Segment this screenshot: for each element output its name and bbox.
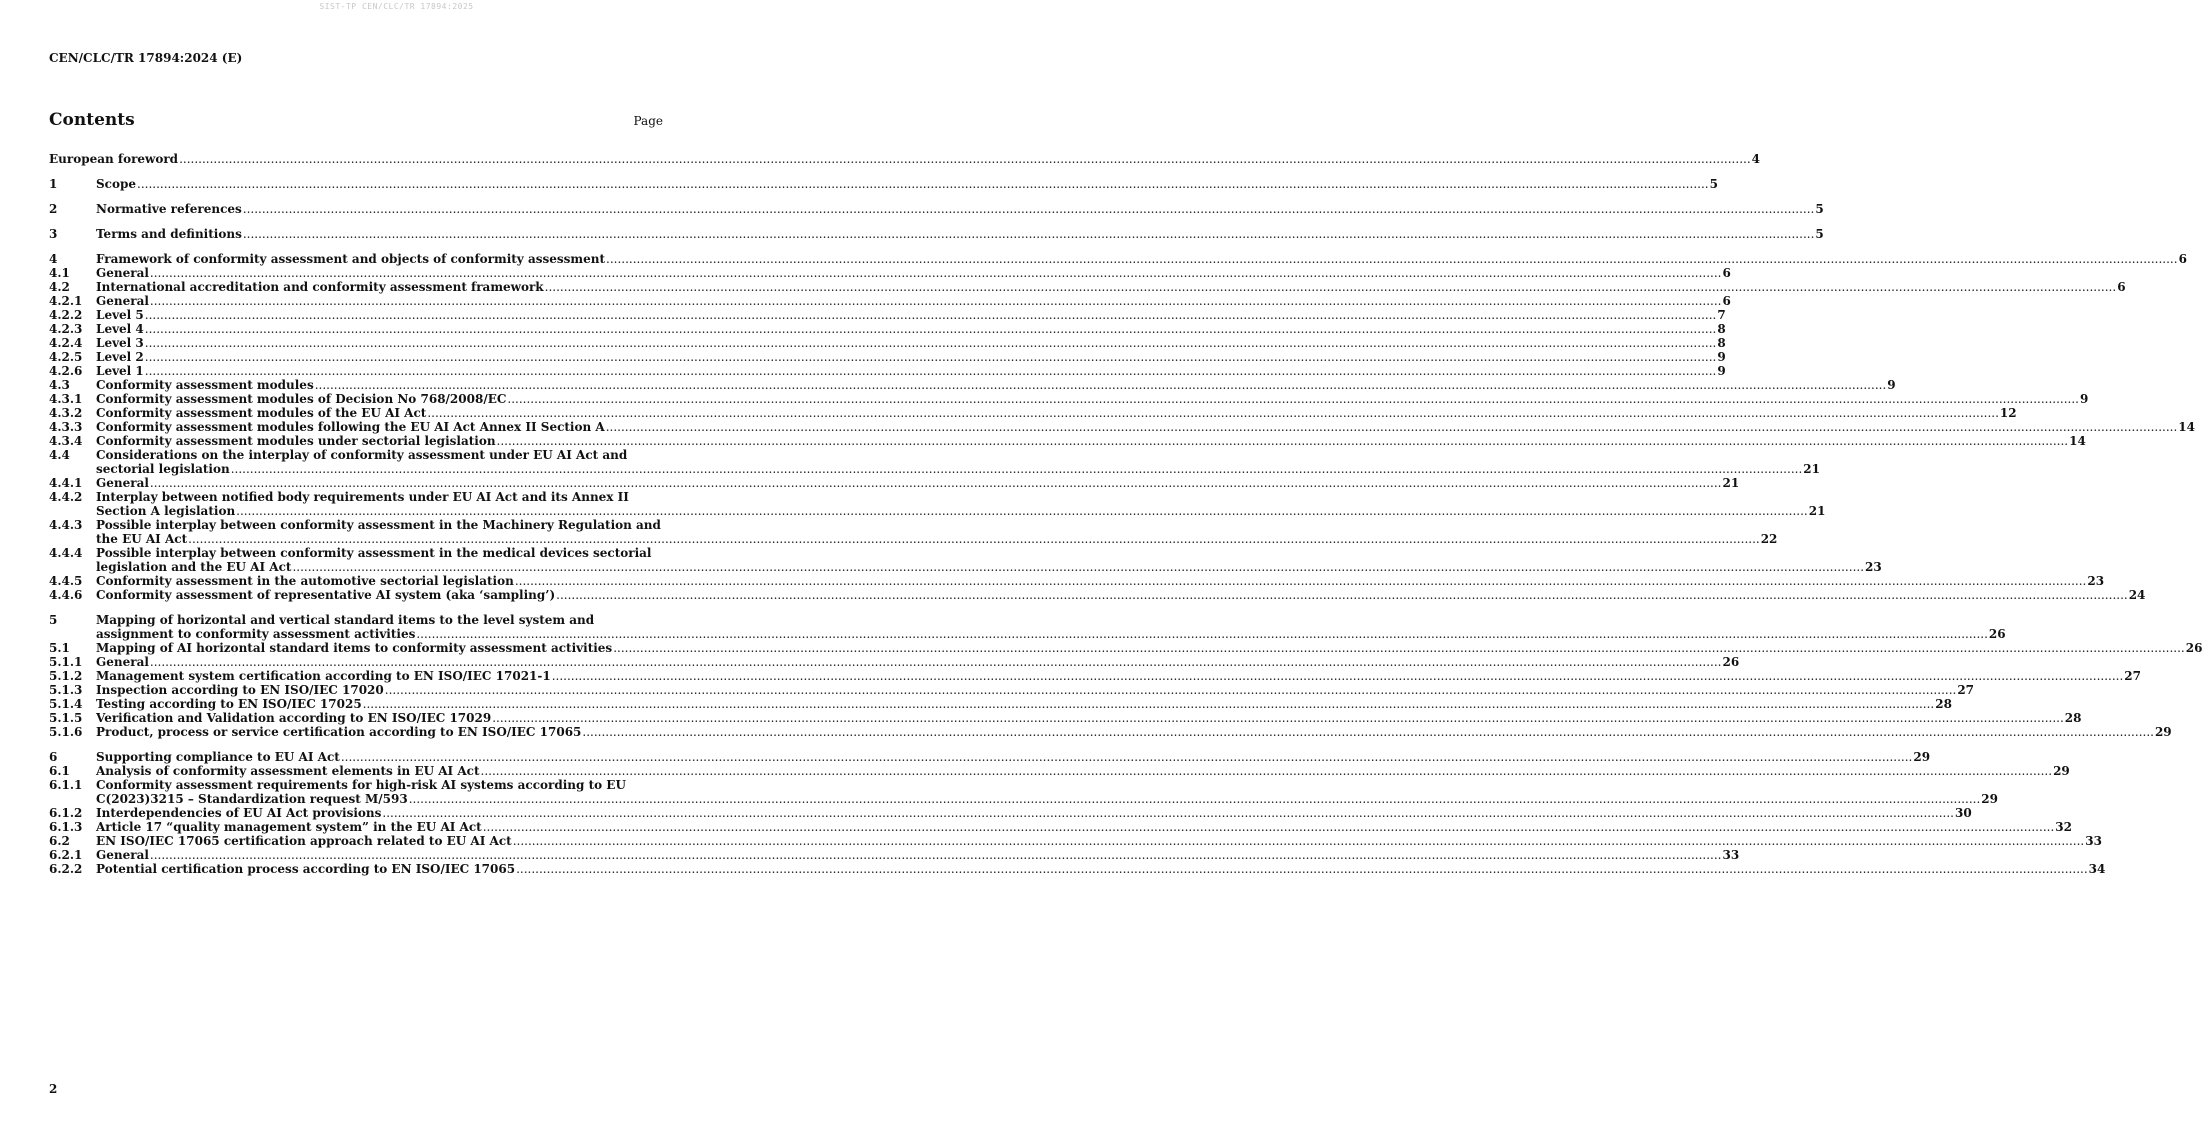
toc-entry-page: 8 [1717,336,1726,350]
toc-entry-body [96,294,1731,308]
toc-dot-leader [606,252,2178,266]
toc-entry-number: 5.1.3 [49,683,83,697]
toc-entry-number: 6.1.1 [49,778,83,792]
toc-entry-page: 23 [2087,574,2105,588]
page-column-label: Page [633,114,663,128]
toc-entry[interactable] [49,546,1882,574]
toc-entry-number: 5.1.6 [49,725,83,739]
toc-entry[interactable] [49,806,1972,820]
toc-entry-page: 9 [2079,392,2089,406]
toc-entry-number: 5.1.5 [49,711,83,725]
toc-dot-leader [481,764,2053,778]
toc-entry[interactable] [49,350,1726,364]
toc-entry-number: 4.2.6 [49,364,83,378]
toc-entry-title: Supporting compliance to EU AI Act [96,750,340,764]
toc-entry-number: 5.1.1 [49,655,83,669]
toc-entry-line [96,392,2088,406]
toc-entry-line [96,764,2070,778]
toc-entry-line [96,266,1731,280]
toc-dot-leader [385,683,1957,697]
toc-entry[interactable] [49,308,1726,322]
toc-entry-body [96,280,2126,294]
toc-entry-line [96,462,1820,476]
toc-entry-line [96,504,1825,518]
toc-entry[interactable] [49,750,1931,764]
toc-entry-body [96,202,1824,216]
toc-entry-number: 4.3 [49,378,70,392]
toc-dot-leader [315,378,1887,392]
toc-entry-line [96,308,1726,322]
toc-entry[interactable] [49,613,2006,641]
toc-dot-leader [483,820,2055,834]
toc-entry-title: Framework of conformity assessment and objects of conformity assessment [96,252,605,266]
toc-entry-body [96,392,2088,406]
toc-entry-body [96,350,1726,364]
toc-entry-page: 4 [1751,152,1760,166]
toc-entry-page: 5 [1815,227,1824,241]
toc-entry-body [96,669,2141,683]
toc-entry[interactable] [49,725,2172,739]
toc-entry-body [96,252,2187,266]
page-number: 2 [49,1082,58,1096]
toc-entry-line [96,406,2017,420]
toc-entry-line [96,227,1824,241]
toc-entry-body [96,448,1820,476]
toc-entry[interactable] [49,764,2070,778]
toc-entry[interactable] [49,778,1998,806]
toc-entry-title: Testing according to EN ISO/IEC 17025 [96,697,362,711]
toc-entry-page: 6 [1722,266,1731,280]
toc-entry-number: 4.3.3 [49,420,83,434]
toc-entry-body [96,725,2172,739]
toc-dot-leader [416,627,1988,641]
toc-dot-leader [236,504,1808,518]
toc-entry-title: Level 1 [96,364,144,378]
toc-entry[interactable] [49,202,1824,216]
toc-entry-line [96,862,2105,876]
toc-entry-title: Inspection according to EN ISO/IEC 17020 [96,683,384,697]
toc-entry-line [49,152,1760,166]
toc-entry-number: 4.4 [49,448,70,462]
toc-entry-title: General [96,655,149,669]
toc-dot-leader [409,792,1981,806]
toc-dot-leader [497,434,2069,448]
toc-dot-leader [515,574,2087,588]
toc-entry-number: 4.3.1 [49,392,83,406]
toc-dot-leader [292,560,1864,574]
toc-entry[interactable] [49,820,2072,834]
toc-entry-line [96,655,1739,669]
toc-entry-body [96,420,2195,434]
toc-entry-page: 7 [1717,308,1726,322]
toc-entry-line [96,322,1726,336]
toc-entry-page: 27 [1957,683,1975,697]
toc-dot-leader [137,177,1709,191]
toc-entry[interactable] [49,476,1740,490]
contents-heading: Contents [49,110,135,130]
toc-entry-line [96,434,2086,448]
toc-entry-number: 4.2 [49,280,70,294]
toc-entry-number: 6.2 [49,834,70,848]
toc-entry-page: 34 [2088,862,2106,876]
toc-entry-body [96,655,1739,669]
toc-entry-page: 26 [1722,655,1740,669]
toc-entry-page: 9 [1887,378,1896,392]
toc-entry-title: Level 4 [96,322,144,336]
toc-entry[interactable] [49,834,2102,848]
toc-entry[interactable] [49,862,2106,876]
toc-entry-number: 2 [49,202,58,216]
toc-entry-body [96,546,1882,574]
toc-entry-title: General [96,266,149,280]
toc-dot-leader [492,711,2064,725]
toc-entry-title: Analysis of conformity assessment elements in EU AI Act [96,764,480,778]
toc-entry-number: 4.3.4 [49,434,83,448]
toc-entry[interactable] [49,518,1778,546]
toc-entry-body [96,750,1930,764]
toc-entry-title: Level 5 [96,308,144,322]
toc-entry-line [96,177,1718,191]
toc-entry-body [96,574,2104,588]
toc-entry-number: 4.4.1 [49,476,83,490]
toc-entry-page: 5 [1709,177,1718,191]
toc-entry-number: 5.1 [49,641,70,655]
toc-entry-title: Scope [96,177,137,191]
toc-entry-number: 4 [49,252,58,266]
toc-entry[interactable] [49,697,1952,711]
toc-entry-page: 21 [1803,462,1820,476]
toc-entry-line [96,627,2006,641]
toc-entry-line [96,336,1726,350]
toc-entry-page: 29 [2053,764,2070,778]
toc-dot-leader [145,364,1717,378]
toc-entry-title: Conformity assessment of representative AI system (aka ‘sampling’) [96,588,556,602]
toc-entry[interactable] [49,322,1726,336]
toc-entry-number: 4.3.2 [49,406,83,420]
toc-entry-title-first-line: Mapping of horizontal and vertical standard items to the level system and [96,613,595,627]
toc-entry-number: 5.1.2 [49,669,83,683]
toc-entry-number: 6.1.3 [49,820,83,834]
toc-entry-number: 4.2.2 [49,308,83,322]
toc-entry-title: Section A legislation [96,504,236,518]
toc-entry-number: 4.2.1 [49,294,83,308]
toc-dot-leader [145,308,1717,322]
toc-entry-title: C(2023)3215 – Standardization request M/593 [96,792,408,806]
toc-entry-line [96,350,1726,364]
toc-dot-leader [382,806,1954,820]
toc-dot-leader [243,202,1815,216]
toc-entry-line [96,848,1739,862]
toc-entry-body [96,588,2145,602]
toc-entry[interactable] [49,588,2146,602]
toc-entry-body [96,641,2202,655]
toc-entry-number: 4.2.3 [49,322,83,336]
toc-entry-line [96,364,1726,378]
toc-dot-leader [150,294,1722,308]
toc-entry-page: 21 [1722,476,1740,490]
toc-entry[interactable] [49,406,2017,420]
toc-entry-body [49,152,1760,166]
toc-entry-body [96,518,1777,546]
toc-entry[interactable] [49,711,2082,725]
toc-entry-page: 33 [1722,848,1740,862]
toc-entry-number: 4.4.6 [49,588,83,602]
toc-entry[interactable] [49,252,2187,266]
toc-dot-leader [507,392,2079,406]
toc-entry-body [96,406,2017,420]
toc-entry-title: General [96,476,149,490]
toc-entry-page: 8 [1717,322,1726,336]
toc-entry-title: Level 3 [96,336,144,350]
toc-entry-line [96,806,1972,820]
toc-entry-line [96,252,2187,266]
toc-entry-body [96,322,1726,336]
toc-entry-page: 30 [1954,806,1972,820]
toc-entry-number: 4.1 [49,266,70,280]
toc-entry-page: 9 [1717,364,1726,378]
toc-entry-number: 6.2.2 [49,862,83,876]
toc-dot-leader [188,532,1760,546]
toc-entry-title: Article 17 “quality management system” in the EU AI Act [96,820,482,834]
toc-entry-page: 29 [1981,792,1998,806]
toc-entry-page: 23 [1865,560,1882,574]
toc-entry-body [96,490,1825,518]
toc-dot-leader [231,462,1803,476]
toc-entry[interactable] [49,434,2086,448]
watermark: SIST-TP CEN/CLC/TR 17894:2025 [319,2,474,11]
toc-entry[interactable] [49,641,2202,655]
toc-entry-title: Mapping of AI horizontal standard items to conformity assessment activities [96,641,613,655]
toc-entry-number: 6.2.1 [49,848,83,862]
toc-entry-page: 6 [1722,294,1731,308]
toc-entry-title-first-line: Considerations on the interplay of conformity assessment under EU AI Act and [96,448,628,462]
toc-dot-leader [513,834,2085,848]
toc-dot-leader [545,280,2117,294]
toc-entry[interactable] [49,294,1731,308]
toc-entry-title: EN ISO/IEC 17065 certification approach related to EU AI Act [96,834,512,848]
toc-entry-title: the EU AI Act [96,532,188,546]
toc-entry-page: 12 [1999,406,2017,420]
toc-entry[interactable] [49,336,1726,350]
toc-entry-body [96,364,1726,378]
toc-dot-leader [145,336,1717,350]
toc-entry-body [96,613,2006,641]
toc-entry-title: Verification and Validation according to EN ISO/IEC 17029 [96,711,492,725]
toc-entry-number: 5.1.4 [49,697,83,711]
toc-dot-leader [556,588,2128,602]
toc-dot-leader [516,862,2088,876]
toc-entry-line [96,532,1777,546]
toc-entry-line [96,420,2195,434]
toc-entry-body [96,778,1998,806]
toc-entry-title: sectorial legislation [96,462,230,476]
toc-entry-line [96,697,1952,711]
toc-entry-number: 4.2.4 [49,336,83,350]
toc-entry-title: Normative references [96,202,242,216]
toc-entry-page: 14 [2069,434,2086,448]
toc-entry-page: 28 [1935,697,1952,711]
toc-entry-title: Conformity assessment in the automotive sectorial legislation [96,574,514,588]
toc-entry-line [96,560,1882,574]
toc-entry-title: Conformity assessment modules of Decision No 768/2008/EC [96,392,507,406]
toc-entry-page: 28 [2064,711,2082,725]
toc-entry-number: 6.1.2 [49,806,83,820]
toc-entry-body [96,683,1974,697]
toc-entry-title-first-line: Conformity assessment requirements for high-risk AI systems according to EU [96,778,626,792]
toc-entry[interactable] [49,378,1896,392]
toc-entry-body [96,697,1952,711]
toc-dot-leader [145,350,1717,364]
toc-entry-line [96,378,1896,392]
toc-entry-title: Product, process or service certification according to EN ISO/IEC 17065 [96,725,582,739]
toc-entry-body [96,711,2081,725]
toc-entry-page: 26 [2185,641,2202,655]
toc-entry[interactable] [49,448,1820,476]
toc-entry-line [96,294,1731,308]
toc-entry-line [96,750,1930,764]
toc-entry-number: 4.4.5 [49,574,83,588]
toc-entry-body [96,848,1739,862]
toc-entry-body [96,308,1726,322]
toc-dot-leader [341,750,1913,764]
toc-entry-title-first-line: Possible interplay between conformity assessment in the medical devices sectorial [96,546,652,560]
document-identifier: CEN/CLC/TR 17894:2024 (E) [49,51,243,65]
toc-entry-page: 32 [2055,820,2072,834]
toc-entry-page: 6 [2117,280,2126,294]
toc-entry-title: Management system certification according to EN ISO/IEC 17021-1 [96,669,551,683]
toc-entry-line [96,725,2172,739]
toc-entry-number: 5 [49,613,58,627]
toc-entry-title: Conformity assessment modules following the EU AI Act Annex II Section A [96,420,605,434]
toc-entry-title: legislation and the EU AI Act [96,560,292,574]
toc-entry-title: General [96,848,149,862]
toc-entry-page: 29 [1913,750,1931,764]
toc-entry-page: 33 [2085,834,2102,848]
toc-entry[interactable] [49,655,1740,669]
toc-entry-line [96,792,1998,806]
toc-entry-body [96,476,1739,490]
toc-dot-leader [427,406,1999,420]
toc-dot-leader [150,266,1722,280]
toc-entry-line [96,834,2102,848]
toc-entry-number: 4.4.2 [49,490,83,504]
toc-entry-line [96,202,1824,216]
toc-entry-body [96,434,2086,448]
toc-entry-body [96,266,1731,280]
toc-entry-body [96,227,1824,241]
toc-entry-title: Conformity assessment modules under sectorial legislation [96,434,496,448]
toc-entry-page: 14 [2178,420,2195,434]
toc-entry-title: International accreditation and conformity assessment framework [96,280,544,294]
toc-entry-title: Conformity assessment modules of the EU AI Act [96,406,427,420]
toc-entry-number: 1 [49,177,58,191]
toc-entry-title: European foreword [49,152,179,166]
toc-entry-body [96,764,2070,778]
toc-entry-title-first-line: Possible interplay between conformity assessment in the Machinery Regulation and [96,518,661,532]
toc-entry[interactable] [49,177,1718,191]
toc-entry[interactable] [49,392,2089,406]
toc-entry-page: 5 [1815,202,1824,216]
toc-entry-page: 22 [1760,532,1778,546]
toc-dot-leader [582,725,2154,739]
toc-entry-number: 4.2.5 [49,350,83,364]
toc-entry[interactable] [49,227,1824,241]
table-of-contents [49,152,2202,876]
toc-entry[interactable] [49,574,2105,588]
toc-entry-line [96,641,2202,655]
toc-entry-page: 24 [2128,588,2146,602]
toc-entry-body [96,862,2105,876]
toc-entry-line [96,588,2145,602]
toc-entry-body [96,336,1726,350]
toc-entry-line [96,280,2126,294]
toc-entry-page: 9 [1717,350,1726,364]
toc-entry-page: 21 [1808,504,1826,518]
toc-entry[interactable] [49,669,2141,683]
toc-entry-line [96,711,2081,725]
toc-entry-title: General [96,294,149,308]
toc-dot-leader [363,697,1935,711]
toc-entry-line [96,574,2104,588]
toc-entry-number: 4.4.3 [49,518,83,532]
toc-dot-leader [552,669,2124,683]
toc-entry-number: 4.4.4 [49,546,83,560]
toc-dot-leader [150,476,1722,490]
toc-dot-leader [613,641,2185,655]
toc-dot-leader [606,420,2178,434]
toc-dot-leader [179,152,1751,166]
toc-entry-body [96,378,1896,392]
toc-entry-title: assignment to conformity assessment activities [96,627,416,641]
toc-entry[interactable] [49,280,2126,294]
toc-entry[interactable] [49,152,1760,166]
toc-entry[interactable] [49,364,1726,378]
toc-entry-page: 26 [1988,627,2006,641]
toc-entry-body [96,834,2102,848]
toc-entry-title: Conformity assessment modules [96,378,314,392]
toc-dot-leader [150,848,1722,862]
toc-entry-title: Level 2 [96,350,144,364]
toc-entry-page: 29 [2154,725,2172,739]
toc-entry-line [96,669,2141,683]
toc-entry-body [96,806,1972,820]
toc-dot-leader [145,322,1717,336]
toc-entry[interactable] [49,490,1826,518]
toc-entry-body [96,820,2072,834]
toc-entry-page: 6 [2178,252,2187,266]
toc-entry-title: Terms and definitions [96,227,242,241]
toc-entry-title: Potential certification process according to EN ISO/IEC 17065 [96,862,516,876]
toc-entry-line [96,476,1739,490]
toc-dot-leader [150,655,1722,669]
toc-entry-number: 6 [49,750,58,764]
toc-entry[interactable] [49,683,1975,697]
toc-entry-number: 3 [49,227,58,241]
toc-entry[interactable] [49,266,1731,280]
toc-entry-line [96,683,1974,697]
toc-entry-title: Interdependencies of EU AI Act provisions [96,806,382,820]
toc-dot-leader [243,227,1815,241]
toc-entry-line [96,820,2072,834]
toc-entry[interactable] [49,420,2195,434]
toc-entry-title-first-line: Interplay between notified body requirements under EU AI Act and its Annex II [96,490,629,504]
toc-entry-body [96,177,1718,191]
toc-entry[interactable] [49,848,1740,862]
toc-entry-page: 27 [2124,669,2141,683]
toc-entry-number: 6.1 [49,764,70,778]
